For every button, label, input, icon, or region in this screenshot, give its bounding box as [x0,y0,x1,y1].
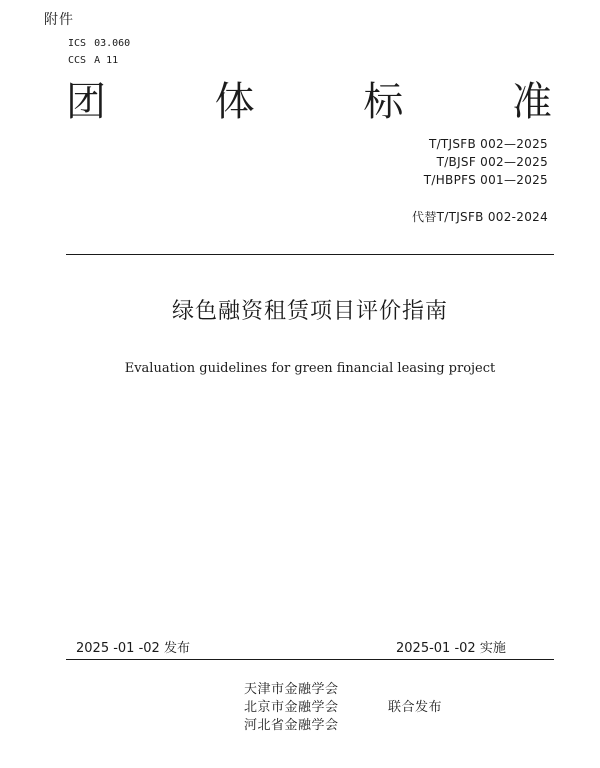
document-title-english: Evaluation guidelines for green financial leasing project [124,361,496,376]
ccs-code: A 11 [94,55,119,66]
replaces-standard: 代替T/TJSFB 002-2024 [412,210,548,224]
top-divider [66,254,554,255]
ics-label: ICS [68,38,87,49]
title-char-4: 准 [511,79,552,125]
ccs-label: CCS [68,55,87,66]
ccs-code-line [68,55,126,66]
title-char-1: 团 [66,79,106,125]
attachment-label: 附件 [44,12,74,28]
document-title-chinese: 绿色融资租赁项目评价指南 [171,299,448,324]
organization-beijing: 北京市金融学会 [244,700,339,715]
organization-hebei: 河北省金融学会 [244,718,339,733]
bottom-divider [66,659,554,660]
joint-release-label: 联合发布 [388,700,443,715]
publish-date: 2025 -01 -02 发布 [76,641,190,656]
title-char-2: 体 [214,79,255,125]
organization-tianjin: 天津市金融学会 [244,682,339,697]
standard-number-hbpfs: T/HBPFS 001—2025 [423,173,548,187]
group-standard-title [66,78,552,126]
standard-number-tjsfb: T/TJSFB 002—2025 [428,137,548,151]
title-char-3: 标 [363,79,404,125]
standard-number-bjsf: T/BJSF 002—2025 [436,155,548,169]
ics-code-line [68,38,138,49]
implement-date: 2025-01 -02 实施 [396,641,506,656]
ics-code: 03.060 [94,38,131,49]
